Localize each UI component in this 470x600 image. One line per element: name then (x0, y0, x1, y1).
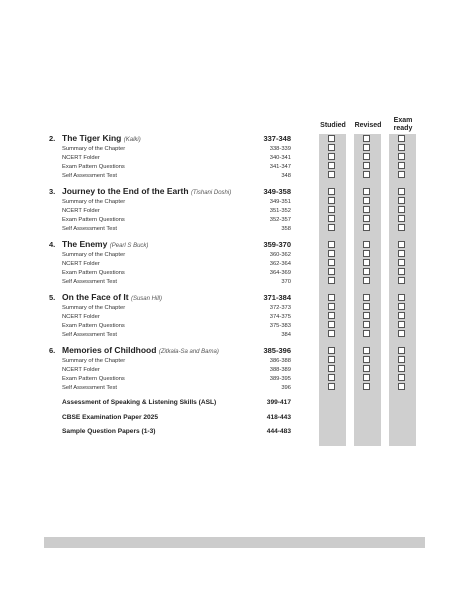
studied-checkbox[interactable] (328, 347, 335, 354)
extra-section-pages: 418-443 (266, 414, 291, 421)
sub-item-label: NCERT Folder (62, 367, 100, 373)
studied-checkbox[interactable] (328, 171, 335, 178)
sub-item-label: Self Assessment Test (62, 279, 117, 285)
sub-item-label: Exam Pattern Questions (62, 217, 125, 223)
sub-item (62, 252, 291, 260)
studied-checkbox[interactable] (328, 303, 335, 310)
extra-section-label: Sample Question Papers (1-3) (62, 428, 156, 435)
sub-item-label: Summary of the Chapter (62, 146, 126, 152)
chapter-pages: 371-384 (263, 293, 291, 302)
exam-ready-checkbox[interactable] (398, 224, 405, 231)
sub-item-label: Self Assessment Test (62, 226, 117, 232)
revised-checkbox[interactable] (363, 215, 370, 222)
sub-item-pages: 362-364 (269, 261, 291, 267)
revised-checkbox[interactable] (363, 294, 370, 301)
chapter-title-text: The Enemy (62, 239, 108, 249)
chapter-pages: 359-370 (263, 240, 291, 249)
revised-checkbox[interactable] (363, 268, 370, 275)
sub-item-pages: 389-395 (269, 376, 291, 382)
studied-checkbox[interactable] (328, 162, 335, 169)
exam-ready-checkbox[interactable] (398, 162, 405, 169)
sub-item (62, 279, 291, 287)
sub-item (62, 314, 291, 322)
sub-item-label: Self Assessment Test (62, 332, 117, 338)
sub-item-label: Summary of the Chapter (62, 358, 126, 364)
sub-item-pages: 386-388 (269, 358, 291, 364)
revised-column-header: Revised (354, 122, 382, 129)
revised-checkbox[interactable] (363, 259, 370, 266)
chapter-title-text: Memories of Childhood (62, 345, 157, 355)
studied-checkbox[interactable] (328, 321, 335, 328)
chapter-author: (Kalki) (123, 137, 141, 143)
revised-checkbox[interactable] (363, 374, 370, 381)
sub-item-pages: 370 (281, 279, 291, 285)
revised-checkbox[interactable] (363, 162, 370, 169)
revised-checkbox[interactable] (363, 188, 370, 195)
chapter-heading (49, 240, 291, 251)
revised-checkbox[interactable] (363, 171, 370, 178)
sub-item-label: Summary of the Chapter (62, 199, 126, 205)
chapter-number: 3. (49, 187, 56, 196)
studied-checkbox[interactable] (328, 241, 335, 248)
chapter-author: (Pearl S Buck) (109, 243, 149, 249)
exam-ready-checkbox[interactable] (398, 250, 405, 257)
sub-item (62, 323, 291, 331)
chapter-author: (Tishani Doshi) (190, 190, 232, 196)
studied-checkbox[interactable] (328, 206, 335, 213)
sub-item (62, 208, 291, 216)
chapter-title (62, 133, 141, 143)
sub-item-pages: 364-369 (269, 270, 291, 276)
chapter-title-text: The Tiger King (62, 133, 122, 143)
chapter-pages: 337-348 (263, 134, 291, 143)
sub-item-pages: 338-339 (269, 146, 291, 152)
sub-item (62, 146, 291, 154)
revised-checkbox[interactable] (363, 153, 370, 160)
sub-item-pages: 374-375 (269, 314, 291, 320)
sub-item (62, 173, 291, 181)
studied-checkbox[interactable] (328, 294, 335, 301)
exam-ready-line2: ready (393, 124, 413, 132)
revised-checkbox[interactable] (363, 347, 370, 354)
sub-item-pages: 340-341 (269, 155, 291, 161)
exam-ready-checkbox[interactable] (398, 277, 405, 284)
sub-item-label: Exam Pattern Questions (62, 323, 125, 329)
extra-section (62, 414, 291, 424)
studied-checkbox[interactable] (328, 144, 335, 151)
sub-item-label: NCERT Folder (62, 208, 100, 214)
chapter-title (62, 345, 219, 355)
chapter-number: 4. (49, 240, 56, 249)
exam-ready-checkbox[interactable] (398, 321, 405, 328)
studied-checkbox[interactable] (328, 383, 335, 390)
exam-ready-checkbox[interactable] (398, 144, 405, 151)
exam-ready-line1: Exam (393, 117, 413, 124)
sub-item (62, 217, 291, 225)
sub-item (62, 199, 291, 207)
sub-item-pages: 396 (281, 385, 291, 391)
sub-item-pages: 360-362 (269, 252, 291, 258)
extra-section (62, 399, 291, 409)
exam-ready-checkbox[interactable] (398, 135, 405, 142)
sub-item-pages: 375-383 (269, 323, 291, 329)
exam-ready-checkbox[interactable] (398, 312, 405, 319)
sub-item (62, 305, 291, 313)
sub-item (62, 270, 291, 278)
sub-item-label: Exam Pattern Questions (62, 270, 125, 276)
studied-checkbox[interactable] (328, 215, 335, 222)
extra-section-label: Assessment of Speaking & Listening Skills (ASL) (62, 399, 217, 406)
sub-item-pages: 388-389 (269, 367, 291, 373)
sub-item (62, 226, 291, 234)
exam-ready-checkbox[interactable] (398, 188, 405, 195)
chapter-title-text: Journey to the End of the Earth (62, 186, 189, 196)
studied-checkbox[interactable] (328, 250, 335, 257)
sub-item-pages: 372-373 (269, 305, 291, 311)
revised-checkbox[interactable] (363, 303, 370, 310)
revised-checkbox[interactable] (363, 321, 370, 328)
exam-ready-checkbox[interactable] (398, 197, 405, 204)
revised-checkbox[interactable] (363, 206, 370, 213)
revised-column (354, 134, 381, 446)
revised-checkbox[interactable] (363, 250, 370, 257)
chapter-heading (49, 293, 291, 304)
chapter-pages: 349-358 (263, 187, 291, 196)
sub-item (62, 332, 291, 340)
sub-item (62, 376, 291, 384)
studied-checkbox[interactable] (328, 268, 335, 275)
extra-section-pages: 444-483 (266, 428, 291, 435)
exam-ready-column-header (385, 117, 421, 132)
exam-ready-checkbox[interactable] (398, 215, 405, 222)
studied-checkbox[interactable] (328, 330, 335, 337)
top-margin (0, 0, 470, 84)
extra-section-pages: 399-417 (266, 399, 291, 406)
sub-item-label: NCERT Folder (62, 155, 100, 161)
exam-ready-checkbox[interactable] (398, 303, 405, 310)
chapter-title (62, 239, 148, 249)
sub-item-label: Self Assessment Test (62, 173, 117, 179)
revised-checkbox[interactable] (363, 197, 370, 204)
chapter-title-text: On the Face of It (62, 292, 129, 302)
exam-ready-checkbox[interactable] (398, 356, 405, 363)
chapter-number: 2. (49, 134, 56, 143)
sub-item-pages: 351-352 (269, 208, 291, 214)
studied-checkbox[interactable] (328, 312, 335, 319)
studied-checkbox[interactable] (328, 188, 335, 195)
revised-checkbox[interactable] (363, 135, 370, 142)
sub-item-pages: 358 (281, 226, 291, 232)
exam-ready-checkbox[interactable] (398, 347, 405, 354)
sub-item-pages: 348 (281, 173, 291, 179)
exam-ready-checkbox[interactable] (398, 374, 405, 381)
extra-section (62, 428, 291, 438)
revised-checkbox[interactable] (363, 312, 370, 319)
studied-checkbox[interactable] (328, 135, 335, 142)
exam-ready-checkbox[interactable] (398, 153, 405, 160)
sub-item (62, 155, 291, 163)
exam-ready-checkbox[interactable] (398, 294, 405, 301)
exam-ready-checkbox[interactable] (398, 365, 405, 372)
studied-checkbox[interactable] (328, 197, 335, 204)
sub-item (62, 164, 291, 172)
sub-item-label: Self Assessment Test (62, 385, 117, 391)
exam-ready-checkbox[interactable] (398, 383, 405, 390)
chapter-number: 6. (49, 346, 56, 355)
sub-item-label: Summary of the Chapter (62, 252, 126, 258)
exam-ready-column (389, 134, 416, 446)
chapter-title (62, 292, 162, 302)
studied-checkbox[interactable] (328, 356, 335, 363)
sub-item-pages: 341-347 (269, 164, 291, 170)
chapter-author: (Susan Hill) (130, 296, 162, 302)
studied-checkbox[interactable] (328, 374, 335, 381)
revised-checkbox[interactable] (363, 224, 370, 231)
sub-item-label: Exam Pattern Questions (62, 376, 125, 382)
chapter-author: (Zitkala-Sa and Bama) (158, 349, 219, 355)
chapter-number: 5. (49, 293, 56, 302)
chapter-pages: 385-396 (263, 346, 291, 355)
revised-checkbox[interactable] (363, 277, 370, 284)
sub-item-label: Exam Pattern Questions (62, 164, 125, 170)
sub-item-label: Summary of the Chapter (62, 305, 126, 311)
studied-checkbox[interactable] (328, 259, 335, 266)
studied-checkbox[interactable] (328, 153, 335, 160)
sub-item (62, 358, 291, 366)
revised-checkbox[interactable] (363, 383, 370, 390)
exam-ready-checkbox[interactable] (398, 259, 405, 266)
studied-column-header: Studied (320, 122, 346, 129)
sub-item (62, 385, 291, 393)
revised-checkbox[interactable] (363, 330, 370, 337)
revised-checkbox[interactable] (363, 144, 370, 151)
chapter-heading (49, 346, 291, 357)
extra-section-label: CBSE Examination Paper 2025 (62, 414, 159, 421)
sub-item-label: NCERT Folder (62, 314, 100, 320)
studied-checkbox[interactable] (328, 277, 335, 284)
chapter-heading (49, 134, 291, 145)
revised-checkbox[interactable] (363, 356, 370, 363)
chapter-title (62, 186, 231, 196)
revised-checkbox[interactable] (363, 241, 370, 248)
sub-item-label: NCERT Folder (62, 261, 100, 267)
sub-item (62, 261, 291, 269)
exam-ready-checkbox[interactable] (398, 330, 405, 337)
sub-item-pages: 349-351 (269, 199, 291, 205)
revised-checkbox[interactable] (363, 365, 370, 372)
studied-checkbox[interactable] (328, 224, 335, 231)
exam-ready-checkbox[interactable] (398, 171, 405, 178)
chapter-heading (49, 187, 291, 198)
exam-ready-checkbox[interactable] (398, 206, 405, 213)
sub-item-pages: 352-357 (269, 217, 291, 223)
exam-ready-checkbox[interactable] (398, 268, 405, 275)
studied-column (319, 134, 346, 446)
footer-bar (44, 537, 425, 548)
sub-item (62, 367, 291, 375)
studied-checkbox[interactable] (328, 365, 335, 372)
exam-ready-checkbox[interactable] (398, 241, 405, 248)
sub-item-pages: 384 (281, 332, 291, 338)
